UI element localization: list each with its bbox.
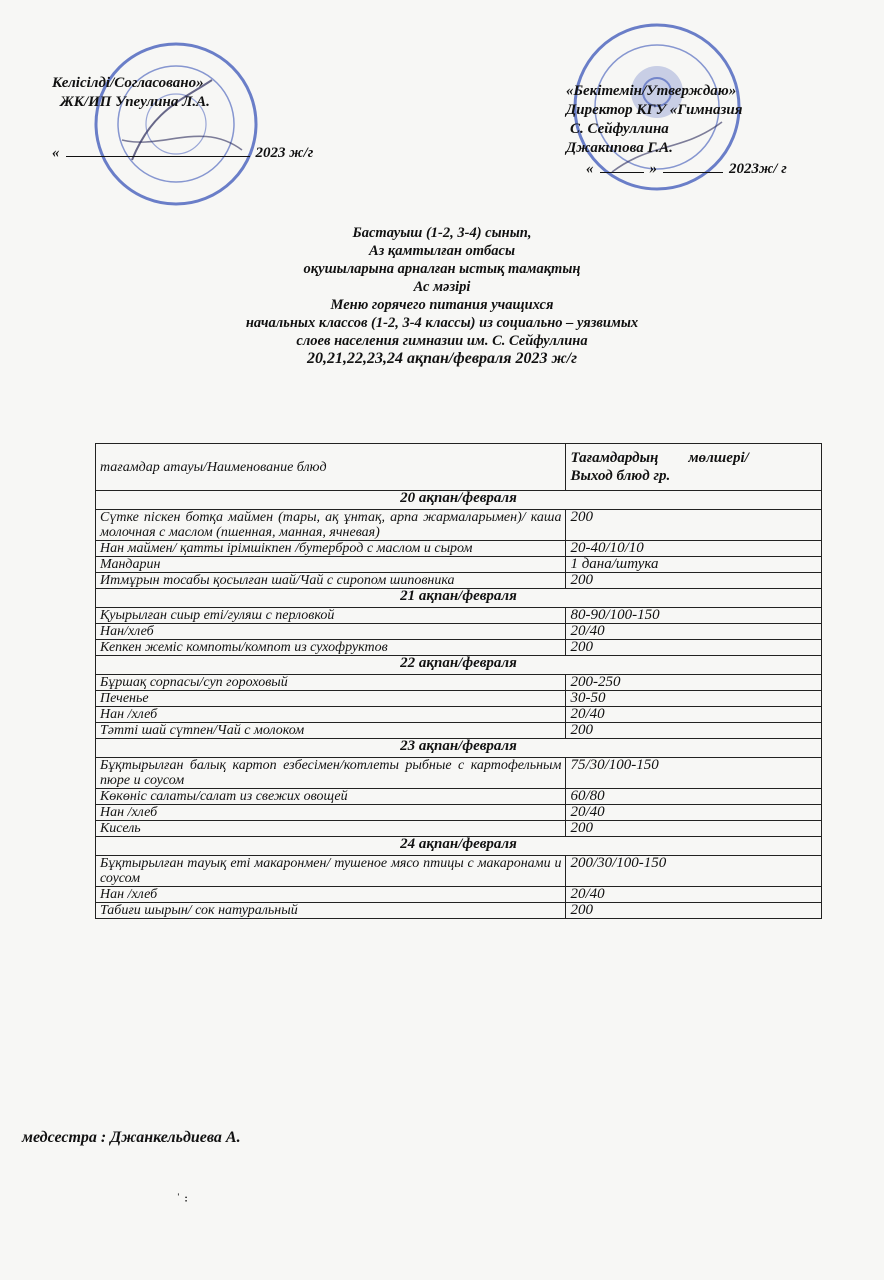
title-line-5: Меню горячего питания учащихся [330, 297, 554, 313]
approved-title: «Бекітемін/Утверждаю» [566, 83, 737, 99]
dish-portion: 20-40/10/10 [566, 541, 822, 557]
dish-portion: 200/30/100-150 [566, 856, 822, 887]
day-row [96, 739, 822, 758]
dish-portion: 200 [566, 510, 822, 541]
dish-row [96, 541, 822, 557]
day-row [96, 656, 822, 675]
title-line-6: начальных классов (1-2, 3-4 классы) из социально – уязвимых [245, 315, 639, 331]
dish-name: Кепкен жеміс компоты/компот из сухофруктов [96, 640, 566, 656]
dish-row [96, 675, 822, 691]
day-label: 21 ақпан/февраля [96, 589, 822, 608]
dish-portion: 200-250 [566, 675, 822, 691]
dish-row [96, 691, 822, 707]
day-row [96, 491, 822, 510]
dish-row [96, 821, 822, 837]
approved-date-close: » [649, 161, 657, 177]
header-portion-line-1: Тағамдардың мөлшері/ [570, 450, 749, 466]
dish-name: Тәтті шай сүтпен/Чай с молоком [96, 723, 566, 739]
agreed-date-open: « [52, 145, 60, 161]
title-line-7: слоев населения гимназии им. С. Сейфуллина [296, 333, 588, 349]
dish-portion: 60/80 [566, 789, 822, 805]
approved-position: Директор КГУ «Гимназия [566, 102, 743, 118]
agreed-block [52, 74, 313, 163]
dish-name: Мандарин [96, 557, 566, 573]
agreed-date-year: 2023 ж/г [255, 145, 314, 161]
dish-row [96, 510, 822, 541]
dish-name: Кисель [96, 821, 566, 837]
dish-name: Бұқтырылған балық картоп езбесімен/котлеты рыбные с картофельным пюре и соусом [96, 758, 566, 789]
title-line-3: оқушыларына арналған ыстық тамақтың [303, 261, 581, 277]
pen-mark: ˈ ꞉ [176, 1192, 189, 1207]
dish-portion: 1 дана/штука [566, 557, 822, 573]
dish-name: Көкөніс салаты/салат из свежих овощей [96, 789, 566, 805]
dish-name: Сүтке піскен ботқа маймен (тары, ақ ұнтақ, арпа жармаларымен)/ каша молочная с маслом (пшенная, манная, ячневая) [96, 510, 566, 541]
dish-name: Қуырылған сиыр еті/гуляш с перловкой [96, 608, 566, 624]
dish-name: Нан /хлеб [96, 887, 566, 903]
agreed-title: Келісілді/Согласовано» [52, 75, 204, 91]
menu-table [95, 443, 822, 919]
dish-portion: 200 [566, 723, 822, 739]
agreed-signatory: ЖК/ИП Упеулина Л.А. [60, 94, 210, 110]
dish-row [96, 887, 822, 903]
nurse-signature: медсестра : Джанкельдиева А. [22, 1129, 241, 1146]
table-header-row [96, 444, 822, 491]
dish-row [96, 758, 822, 789]
header-dish-name: тағамдар атауы/Наименование блюд [96, 444, 566, 491]
dish-portion: 20/40 [566, 624, 822, 640]
dish-row [96, 903, 822, 919]
approved-date-year: 2023ж/ г [729, 161, 787, 177]
approved-school: С. Сейфуллина [570, 121, 669, 137]
dish-portion: 20/40 [566, 805, 822, 821]
dish-row [96, 624, 822, 640]
dish-name: Бұршақ сорпасы/суп гороховый [96, 675, 566, 691]
approved-signatory: Джакипова Г.А. [566, 140, 673, 156]
dish-name: Итмұрын тосабы қосылған шай/Чай с сиропом шиповника [96, 573, 566, 589]
dish-portion: 75/30/100-150 [566, 758, 822, 789]
dish-portion: 20/40 [566, 887, 822, 903]
approved-month-blank [663, 158, 723, 173]
dish-portion: 30-50 [566, 691, 822, 707]
day-label: 24 ақпан/февраля [96, 837, 822, 856]
dish-row [96, 573, 822, 589]
header-portion-line-2: Выход блюд гр. [570, 468, 671, 484]
dish-portion: 20/40 [566, 707, 822, 723]
approved-day-blank [600, 158, 644, 173]
dish-name: Нан/хлеб [96, 624, 566, 640]
dish-row [96, 805, 822, 821]
title-line-1: Бастауыш (1-2, 3-4) сынып, [352, 225, 532, 241]
dish-row [96, 789, 822, 805]
header-portion [566, 444, 822, 491]
dish-name: Бұқтырылған тауық еті макаронмен/ тушеное мясо птицы с макаронами и соусом [96, 856, 566, 887]
title-line-2: Аз қамтылған отбасы [368, 243, 516, 259]
dish-row [96, 557, 822, 573]
approved-block [566, 82, 787, 179]
dish-row [96, 707, 822, 723]
dish-portion: 200 [566, 821, 822, 837]
dish-row [96, 723, 822, 739]
day-label: 23 ақпан/февраля [96, 739, 822, 758]
dish-portion: 200 [566, 640, 822, 656]
day-label: 20 ақпан/февраля [96, 491, 822, 510]
day-row [96, 837, 822, 856]
agreed-date-line [52, 142, 313, 163]
dish-name: Нан /хлеб [96, 805, 566, 821]
title-line-8: 20,21,22,23,24 ақпан/февраля 2023 ж/г [306, 350, 578, 367]
day-label: 22 ақпан/февраля [96, 656, 822, 675]
title-line-4: Ас мәзірі [413, 279, 471, 295]
agreed-date-blank [66, 142, 250, 157]
day-row [96, 589, 822, 608]
dish-name: Печенье [96, 691, 566, 707]
approved-date-line [566, 158, 787, 179]
dish-portion: 200 [566, 573, 822, 589]
dish-row [96, 640, 822, 656]
dish-portion: 200 [566, 903, 822, 919]
dish-name: Нан /хлеб [96, 707, 566, 723]
dish-row [96, 608, 822, 624]
dish-row [96, 856, 822, 887]
dish-name: Нан маймен/ қатты ірімшікпен /бутерброд с маслом и сыром [96, 541, 566, 557]
document-title [150, 224, 734, 368]
dish-name: Табиғи шырын/ сок натуральный [96, 903, 566, 919]
approved-date-open: « [586, 161, 594, 177]
dish-portion: 80-90/100-150 [566, 608, 822, 624]
